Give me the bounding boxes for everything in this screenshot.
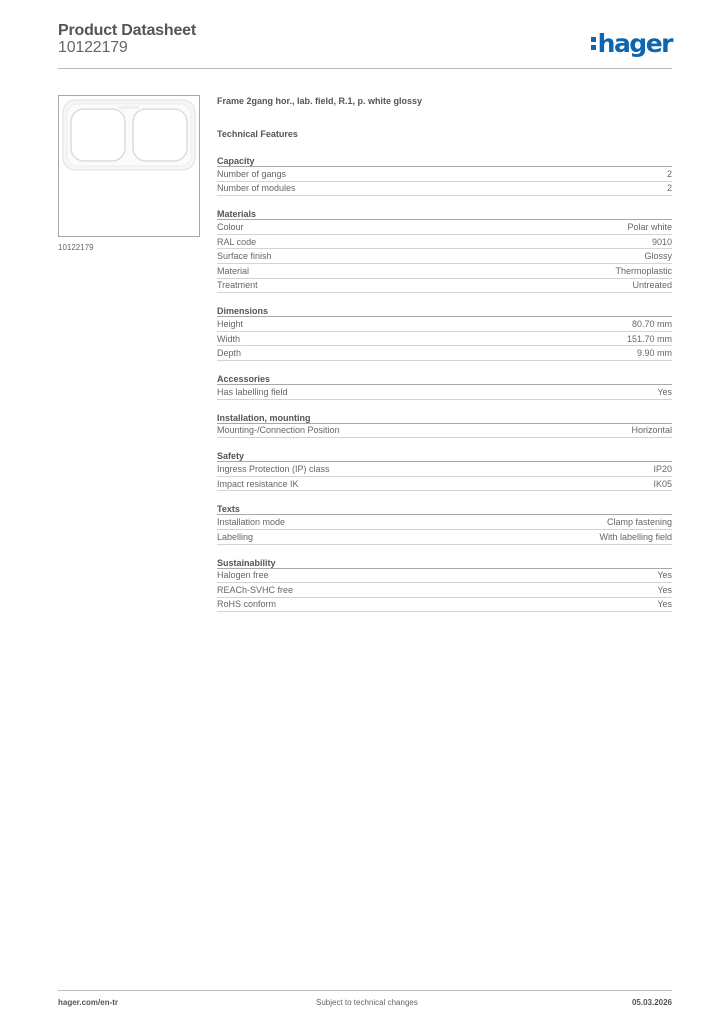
spec-row (217, 583, 672, 598)
feature-group (217, 155, 672, 196)
spec-row (217, 235, 672, 250)
spec-value: Horizontal (631, 425, 672, 436)
spec-label: Labelling (217, 531, 254, 542)
hager-logo (591, 30, 672, 56)
document-title: Product Datasheet (58, 22, 196, 39)
spec-row (217, 317, 672, 332)
spec-row (217, 598, 672, 613)
feature-group (217, 412, 672, 439)
spec-label: Mounting-/Connection Position (217, 425, 340, 436)
feature-group (217, 373, 672, 400)
spec-label: Colour (217, 221, 244, 232)
feature-group (217, 503, 672, 544)
image-caption: 10122179 (58, 243, 94, 252)
technical-content (217, 96, 672, 612)
spec-row (217, 462, 672, 477)
spec-label: Depth (217, 348, 242, 359)
page-header (58, 22, 672, 68)
footer-date: 05.03.2026 (631, 998, 672, 1007)
spec-value: IK05 (653, 478, 672, 489)
spec-label: Number of modules (217, 183, 296, 194)
spec-value: 80.70 mm (631, 318, 672, 329)
spec-label: Has labelling field (217, 386, 288, 397)
spec-value: 2 (666, 183, 672, 194)
spec-label: Installation mode (217, 517, 286, 528)
logo-dots-icon (591, 37, 596, 50)
spec-label: RoHS conform (217, 599, 277, 610)
spec-row (217, 167, 672, 182)
spec-label: Surface finish (217, 251, 272, 262)
spec-value: 151.70 mm (626, 333, 672, 344)
spec-value: 9010 (651, 236, 672, 247)
group-title: Texts (217, 503, 672, 515)
spec-row (217, 264, 672, 279)
spec-row (217, 332, 672, 347)
document-number: 10122179 (58, 39, 128, 56)
spec-row (217, 220, 672, 235)
spec-value: Clamp fastening (606, 517, 672, 528)
spec-row (217, 346, 672, 361)
spec-row (217, 279, 672, 294)
group-title: Installation, mounting (217, 412, 672, 424)
spec-label: Treatment (217, 280, 258, 291)
spec-row (217, 182, 672, 197)
features-heading: Technical Features (217, 129, 298, 139)
product-description: Frame 2gang hor., lab. field, R.1, p. white glossy (217, 96, 423, 106)
group-title: Sustainability (217, 557, 672, 569)
header-divider (58, 68, 672, 69)
group-title: Capacity (217, 155, 672, 167)
spec-label: Impact resistance IK (217, 478, 299, 489)
spec-label: Width (217, 333, 241, 344)
spec-row (217, 530, 672, 545)
spec-value: Yes (657, 386, 672, 397)
spec-label: Number of gangs (217, 168, 287, 179)
feature-group (217, 305, 672, 361)
spec-value: IP20 (653, 463, 672, 474)
group-title: Materials (217, 208, 672, 220)
spec-value: Thermoplastic (615, 265, 672, 276)
spec-label: RAL code (217, 236, 257, 247)
spec-row (217, 515, 672, 530)
spec-value: 9.90 mm (636, 348, 672, 359)
spec-value: Glossy (644, 251, 672, 262)
footer-url: hager.com/en-tr (58, 998, 119, 1007)
spec-label: Height (217, 318, 244, 329)
product-image (58, 95, 200, 237)
spec-row (217, 424, 672, 439)
spec-label: REACh-SVHC free (217, 584, 294, 595)
group-title: Safety (217, 450, 672, 462)
group-title: Accessories (217, 373, 672, 385)
logo-wordmark: hager (597, 28, 672, 58)
spec-label: Halogen free (217, 570, 269, 581)
spec-value: Polar white (627, 221, 672, 232)
page-footer (58, 998, 672, 1010)
spec-value: Yes (657, 584, 672, 595)
footer-divider (58, 990, 672, 991)
spec-row (217, 385, 672, 400)
feature-group (217, 557, 672, 613)
frame-2gang-image (59, 96, 199, 236)
spec-label: Ingress Protection (IP) class (217, 463, 330, 474)
spec-value: Yes (657, 599, 672, 610)
spec-row (217, 569, 672, 584)
group-title: Dimensions (217, 305, 672, 317)
feature-groups (217, 155, 672, 612)
spec-value: With labelling field (599, 531, 672, 542)
feature-group (217, 208, 672, 293)
spec-row (217, 477, 672, 492)
spec-label: Material (217, 265, 250, 276)
spec-value: Untreated (632, 280, 672, 291)
feature-group (217, 450, 672, 491)
spec-value: 2 (666, 168, 672, 179)
spec-value: Yes (657, 570, 672, 581)
spec-row (217, 249, 672, 264)
footer-note: Subject to technical changes (316, 998, 418, 1007)
